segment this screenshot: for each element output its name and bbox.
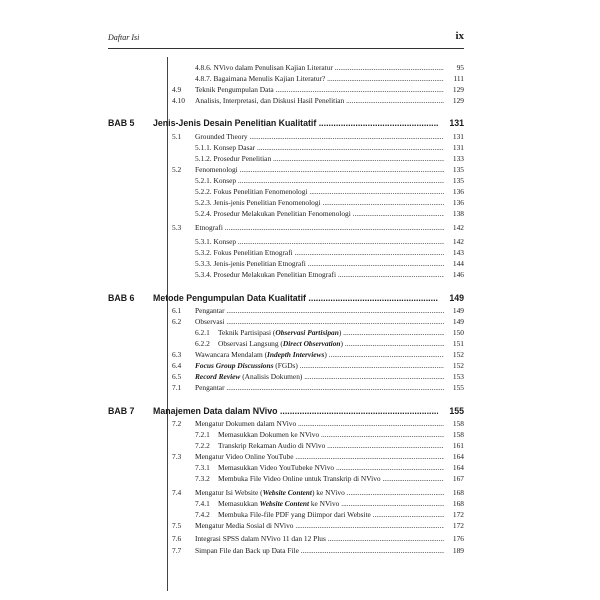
entry-title: Analisis, Interpretasi, dan Diskusi Hasil Penelitian .....	[195, 95, 444, 106]
entry-number: 6.4	[172, 361, 182, 370]
entry-emphasis: Direct Observation	[282, 339, 341, 348]
entry-title: 5.3.4. Prosedur Melakukan Penelitian Etnografi .....	[195, 269, 444, 280]
chapter-page: 149	[449, 293, 464, 303]
entry-title: Etnografi .....	[195, 222, 444, 233]
entry-number: 6.2.2	[195, 339, 210, 348]
toc-entry[interactable]	[172, 382, 464, 393]
toc-entry[interactable]	[172, 349, 464, 360]
entry-emphasis: Observasi Partisipan	[275, 328, 339, 337]
entry-page: 149	[452, 317, 464, 326]
toc-entry[interactable]	[195, 440, 464, 451]
entry-page: 164	[452, 452, 464, 461]
entry-title: Memasukkan Website Content ke NVivo .....	[218, 498, 444, 509]
entry-page: 135	[452, 165, 464, 174]
entry-number: 7.3	[172, 452, 182, 461]
entry-number: 5.3	[172, 223, 182, 232]
entry-title: 4.8.6. NVivo dalam Penulisan Kajian Literatur .....	[195, 62, 444, 73]
entry-title: Wawancara Mendalam (Indepth Interviews) .....	[195, 349, 444, 360]
entry-page: 153	[452, 372, 464, 381]
toc-entry[interactable]	[172, 520, 464, 531]
toc-entry[interactable]	[172, 131, 464, 142]
toc-entry[interactable]	[195, 236, 464, 247]
toc-entry[interactable]	[195, 197, 464, 208]
toc-entry[interactable]	[195, 247, 464, 258]
entry-title: Teknik Partisipasi (Observasi Partisipan) .....	[218, 327, 444, 338]
chapter-page: 131	[449, 118, 464, 128]
entry-title: Focus Group Discussions (FGDs) .....	[195, 360, 444, 371]
toc-entry[interactable]	[195, 509, 464, 520]
entry-emphasis: Website Content	[259, 499, 310, 508]
entry-title: 5.2.3. Jenis-jenis Penelitian Fenomenologi .....	[195, 197, 444, 208]
toc-entry[interactable]	[195, 175, 464, 186]
toc-entry[interactable]	[195, 338, 464, 349]
entry-number: 7.4	[172, 488, 182, 497]
chapter-heading-bab-6[interactable]	[108, 292, 464, 305]
toc-entry[interactable]	[172, 533, 464, 544]
entry-number: 7.5	[172, 521, 182, 530]
entry-title: Mengatur Video Online YouTube .....	[195, 451, 444, 462]
entry-title: 5.3.3. Jenis-jenis Penelitian Etnografi .....	[195, 258, 444, 269]
toc-entry[interactable]	[172, 451, 464, 462]
chapter-heading-bab-5[interactable]	[108, 117, 464, 130]
entry-page: 152	[452, 350, 464, 359]
entry-title: Fenomenologi .....	[195, 164, 444, 175]
entry-page: 143	[452, 248, 464, 257]
column-divider	[167, 57, 168, 591]
entry-title: Memasukkan Dokumen ke NVivo .....	[218, 429, 444, 440]
entry-page: 189	[452, 546, 464, 555]
entry-page: 149	[452, 306, 464, 315]
entry-title: Pengantar .....	[195, 305, 444, 316]
entry-number: 5.1	[172, 132, 182, 141]
entry-page: 152	[452, 361, 464, 370]
entry-page: 167	[452, 474, 464, 483]
toc-entry[interactable]	[195, 269, 464, 280]
entry-page: 129	[452, 85, 464, 94]
toc-entry[interactable]	[172, 545, 464, 556]
entry-page: 144	[452, 259, 464, 268]
entry-number: 4.10	[172, 96, 185, 105]
toc-entry[interactable]	[195, 153, 464, 164]
toc-entry[interactable]	[172, 316, 464, 327]
chapter-title: Manajemen Data dalam NVivo .....	[153, 405, 438, 418]
entry-page: 155	[452, 383, 464, 392]
toc-entry[interactable]	[195, 462, 464, 473]
entry-page: 146	[452, 270, 464, 279]
entry-title: 5.2.4. Prosedur Melakukan Penelitian Fenomenologi .....	[195, 208, 444, 219]
chapter-heading-bab-7[interactable]	[108, 405, 464, 418]
entry-page: 136	[452, 187, 464, 196]
toc-entry[interactable]	[172, 487, 464, 498]
entry-title: 5.2.2. Fokus Penelitian Fenomenologi .....	[195, 186, 444, 197]
entry-title: 5.3.1. Konsep .....	[195, 236, 444, 247]
entry-emphasis: Website Content	[262, 488, 312, 497]
toc-entry[interactable]	[195, 258, 464, 269]
entry-page: 131	[452, 132, 464, 141]
entry-title: Simpan File dan Back up Data File .....	[195, 545, 444, 556]
entry-title: Grounded Theory .....	[195, 131, 444, 142]
entry-title: Mengatur Media Sosial di NVivo .....	[195, 520, 444, 531]
toc-entry[interactable]	[172, 371, 464, 382]
entry-title: Mengatur Dokumen dalam NVivo .....	[195, 418, 444, 429]
entry-title: Observasi Langsung (Direct Observation) .....	[218, 338, 444, 349]
entry-page: 168	[452, 488, 464, 497]
chapter-title: Jenis-Jenis Desain Penelitian Kualitatif .....	[153, 117, 438, 130]
entry-title: 5.1.1. Konsep Dasar .....	[195, 142, 444, 153]
toc-entry[interactable]	[195, 429, 464, 440]
entry-page: 95	[456, 63, 464, 72]
toc-entry[interactable]	[195, 498, 464, 509]
toc-entry[interactable]	[195, 62, 464, 73]
entry-title: Observasi .....	[195, 316, 444, 327]
page-header	[108, 32, 464, 49]
entry-number: 7.3.1	[195, 463, 210, 472]
entry-page: 131	[452, 143, 464, 152]
entry-title: 5.3.2. Fokus Penelitian Etnografi .....	[195, 247, 444, 258]
entry-number: 7.3.2	[195, 474, 210, 483]
entry-number: 7.1	[172, 383, 182, 392]
entry-title: Teknik Pengumpulan Data .....	[195, 84, 444, 95]
toc-entry[interactable]	[195, 73, 464, 84]
entry-emphasis: Focus Group Discussions	[195, 361, 274, 370]
entry-page: 151	[452, 339, 464, 348]
chapter-label: BAB 5	[108, 118, 135, 128]
toc-entry[interactable]	[195, 208, 464, 219]
entry-page: 142	[452, 223, 464, 232]
entry-title: 4.8.7. Bagaimana Menulis Kajian Literatur? .....	[195, 73, 444, 84]
entry-title: 5.2.1. Konsep .....	[195, 175, 444, 186]
chapter-page: 155	[449, 406, 464, 416]
entry-page: 138	[452, 209, 464, 218]
entry-page: 158	[452, 419, 464, 428]
entry-page: 158	[452, 430, 464, 439]
entry-number: 7.4.2	[195, 510, 210, 519]
entry-page: 111	[453, 74, 464, 83]
entry-page: 133	[452, 154, 464, 163]
toc-entry[interactable]	[195, 327, 464, 338]
entry-page: 142	[452, 237, 464, 246]
entry-title: Pengantar .....	[195, 382, 444, 393]
entry-title: Transkrip Rekaman Audio di NVivo .....	[218, 440, 444, 451]
entry-title: Membuka File Video Online untuk Transkrip di NVivo .....	[218, 473, 444, 484]
entry-page: 172	[452, 521, 464, 530]
chapter-label: BAB 6	[108, 293, 135, 303]
entry-number: 6.3	[172, 350, 182, 359]
entry-title: Membuka File-file PDF yang Diimpor dari Website .....	[218, 509, 444, 520]
entry-page: 176	[452, 534, 464, 543]
page-number: ix	[455, 30, 464, 42]
running-title: Daftar Isi	[108, 33, 140, 42]
entry-page: 136	[452, 198, 464, 207]
chapter-label: BAB 7	[108, 406, 135, 416]
entry-emphasis: Record Review	[195, 372, 241, 381]
entry-title: Record Review (Analisis Dokumen) .....	[195, 371, 444, 382]
entry-number: 6.2	[172, 317, 182, 326]
toc-entry[interactable]	[195, 142, 464, 153]
toc-entry[interactable]	[172, 360, 464, 371]
toc-entry[interactable]	[195, 186, 464, 197]
toc-entry[interactable]	[195, 473, 464, 484]
entry-title: 5.1.2. Prosedur Penelitian .....	[195, 153, 444, 164]
toc-entry[interactable]	[172, 84, 464, 95]
entry-number: 4.9	[172, 85, 182, 94]
entry-title: Mengatur Isi Website (Website Content) ke NVivo .....	[195, 487, 444, 498]
entry-number: 6.2.1	[195, 328, 210, 337]
entry-page: 135	[452, 176, 464, 185]
entry-number: 7.4.1	[195, 499, 210, 508]
entry-page: 161	[452, 441, 464, 450]
entry-number: 5.2	[172, 165, 182, 174]
entry-number: 7.2	[172, 419, 182, 428]
toc-entry[interactable]	[172, 95, 464, 106]
entry-number: 7.2.1	[195, 430, 210, 439]
toc-entry[interactable]	[172, 222, 464, 233]
entry-page: 150	[452, 328, 464, 337]
entry-page: 164	[452, 463, 464, 472]
toc-entry[interactable]	[172, 418, 464, 429]
entry-number: 7.2.2	[195, 441, 210, 450]
entry-emphasis: Indepth Interviews	[267, 350, 325, 359]
entry-page: 172	[452, 510, 464, 519]
entry-number: 6.1	[172, 306, 182, 315]
entry-number: 7.7	[172, 546, 182, 555]
entry-number: 7.6	[172, 534, 182, 543]
entry-title: Integrasi SPSS dalam NVivo 11 dan 12 Plus .....	[195, 533, 444, 544]
entry-title: Memasukkan Video YouTubeke NVivo .....	[218, 462, 444, 473]
entry-number: 6.5	[172, 372, 182, 381]
toc-entry[interactable]	[172, 305, 464, 316]
toc-entry[interactable]	[172, 164, 464, 175]
entry-page: 168	[452, 499, 464, 508]
chapter-title: Metode Pengumpulan Data Kualitatif .....	[153, 292, 438, 305]
entry-page: 129	[452, 96, 464, 105]
